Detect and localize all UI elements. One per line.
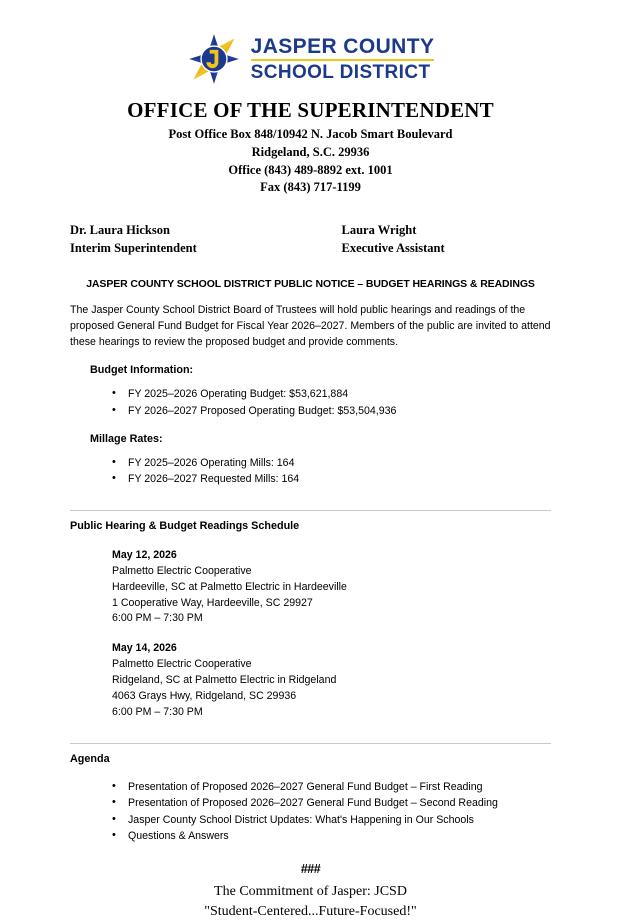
document-footer — [70, 862, 551, 922]
district-logo-masthead — [0, 0, 621, 90]
list-item: • Questions & Answers — [128, 828, 551, 844]
event-location: Ridgeland, SC at Palmetto Electric in Ridgeland — [112, 674, 337, 687]
event-time: 6:00 PM – 7:30 PM — [112, 612, 203, 625]
budget-information-list — [90, 386, 551, 419]
millage-rates-heading: Millage Rates: — [90, 433, 163, 446]
event-time: 6:00 PM – 7:30 PM — [112, 705, 203, 718]
contact-executive-assistant — [280, 221, 552, 257]
contact-executive-assistant-name: Laura Wright — [341, 223, 417, 237]
wordmark-gold-rule — [251, 59, 435, 62]
agenda-list-wrap — [70, 779, 551, 845]
agenda-heading: Agenda — [70, 752, 110, 765]
schedule-heading: Public Hearing & Budget Readings Schedule — [70, 519, 300, 532]
list-item: • Presentation of Proposed 2026–2027 General Fund Budget – First Reading — [128, 779, 551, 795]
list-item: • Jasper County School District Updates: What's Happening in Our Schools — [128, 812, 551, 828]
contacts-row — [0, 221, 621, 257]
list-item: • FY 2026–2027 Proposed Operating Budget: $53,504,936 — [128, 403, 551, 419]
contact-superintendent-title: Interim Superintendent — [70, 241, 197, 256]
compass-rose-j-logo-icon — [187, 32, 241, 86]
document-body — [0, 303, 621, 922]
list-item: • FY 2026–2027 Requested Mills: 164 — [128, 471, 551, 487]
event-date: May 14, 2026 — [112, 642, 177, 655]
schedule-event — [112, 641, 551, 720]
footer-tagline-1: The Commitment of Jasper: JCSD — [214, 884, 407, 900]
list-item: • Presentation of Proposed 2026–2027 General Fund Budget – Second Reading — [128, 795, 551, 811]
contact-superintendent — [70, 221, 280, 257]
agenda-section-divider — [70, 743, 551, 744]
event-venue: Palmetto Electric Cooperative — [112, 658, 252, 671]
agenda-list — [90, 779, 551, 845]
event-address: 1 Cooperative Way, Hardeeville, SC 29927 — [112, 596, 313, 609]
event-address: 4063 Grays Hwy, Ridgeland, SC 29936 — [112, 690, 297, 703]
event-venue: Palmetto Electric Cooperative — [112, 564, 252, 577]
office-header — [0, 98, 621, 197]
wordmark-line-1: JASPER COUNTY — [250, 34, 435, 58]
schedule-section-divider — [70, 510, 551, 511]
page-title: OFFICE OF THE SUPERINTENDENT — [127, 98, 494, 122]
footer-tagline-2: "Student-Centered...Future-Focused!" — [204, 904, 417, 920]
public-notice-title: JASPER COUNTY SCHOOL DISTRICT PUBLIC NOTICE – BUDGET HEARINGS & READINGS — [86, 278, 535, 291]
notice-intro-paragraph: The Jasper County School District Board of Trustees will hold public hearings and readings of the proposed General Fund Budget for Fiscal Year 2026–2027. Members of the public are invited to attend these hearings to review the proposed budget and provide comments. — [70, 304, 551, 348]
millage-rates-list — [90, 455, 551, 488]
schedule-event — [112, 548, 551, 627]
office-address-line-1: Post Office Box 848/10942 N. Jacob Smart Boulevard — [168, 127, 453, 141]
office-address-line-2: Ridgeland, S.C. 29936 — [251, 144, 370, 159]
list-item: • FY 2025–2026 Operating Budget: $53,621,884 — [128, 386, 551, 402]
list-item: • FY 2025–2026 Operating Mills: 164 — [128, 455, 551, 471]
event-date: May 12, 2026 — [112, 548, 177, 561]
agenda-section — [70, 743, 551, 845]
footer-end-marker: ### — [300, 862, 321, 877]
wordmark-line-2: SCHOOL DISTRICT — [250, 62, 431, 84]
event-location: Hardeeville, SC at Palmetto Electric in Hardeeville — [112, 580, 347, 593]
schedule-events — [70, 548, 551, 721]
district-wordmark — [251, 36, 435, 83]
contact-executive-assistant-title: Executive Assistant — [341, 241, 445, 256]
schedule-section — [70, 510, 551, 721]
office-phone-line: Office (843) 489-8892 ext. 1001 — [228, 162, 393, 177]
millage-rates-section — [70, 433, 551, 488]
budget-information-section — [70, 364, 551, 419]
budget-information-heading: Budget Information: — [90, 364, 194, 377]
office-fax-line: Fax (843) 717-1199 — [260, 180, 361, 195]
contact-superintendent-name: Dr. Laura Hickson — [70, 223, 170, 237]
